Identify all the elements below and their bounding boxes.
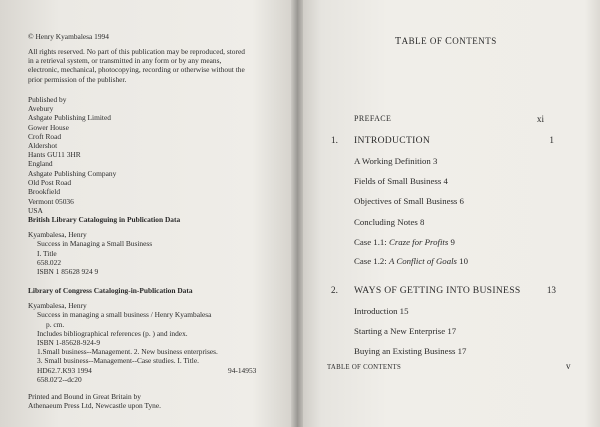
contents-content <box>297 0 600 427</box>
toc-section[interactable]: A Working Definition 3 <box>354 156 438 166</box>
printer-note: Printed and Bound in Great Britain by Athenaeum Press Ltd, Newcastle upon Tyne. <box>28 392 161 411</box>
page-number: v <box>566 361 571 371</box>
publisher-us: Ashgate Publishing Company Old Post Road Brookfield Vermont 05036 USA <box>28 169 117 215</box>
rights-statement: All rights reserved. No part of this publication may be reproduced, stored in a retrieval system, or transmitted in any form or by any means, electronic, mechanical, photocopying, recording or otherwise without the prior permission of the publisher. <box>28 47 245 84</box>
toc-entry-preface[interactable]: PREFACE xi <box>354 114 544 124</box>
toc-section[interactable]: Fields of Small Business 4 <box>354 176 448 186</box>
bl-cataloguing: British Library Cataloguing in Publication Data Kyambalesa, Henry Success in Managing a Small Business I. Title 658.022 ISBN 1 85628 924 9 <box>28 215 283 276</box>
toc-section[interactable]: Introduction 15 <box>354 306 409 316</box>
toc-case[interactable]: Case 1.1: Craze for Profits 9 <box>354 237 455 247</box>
toc-section[interactable]: Buying an Existing Business 17 <box>354 346 467 356</box>
bl-heading: British Library Cataloguing in Publication Data <box>28 215 181 224</box>
toc-case[interactable]: Case 1.2: A Conflict of Goals 10 <box>354 256 468 266</box>
loc-cataloging: Library of Congress Cataloging-in-Publication Data Kyambalesa, Henry Success in managing a small business / Henry Kyambalesa p. cm. Includes bibliographical references (p. ) and index. ISBN 1-85628-924-9 1.Small business--Management. 2. New business enterprises. 3. Small business--Management--Case studies. I. Title. HD62.7.K93 1994 94-14953 658.02'2--dc20 <box>28 286 283 384</box>
loc-heading: Library of Congress Cataloging-in-Publication Data <box>28 286 193 295</box>
contents-page <box>297 0 600 427</box>
copyright-page <box>0 0 297 427</box>
toc-chapter-1[interactable]: 1. INTRODUCTION 1 <box>331 135 554 146</box>
running-footer: TABLE OF CONTENTS <box>327 364 402 371</box>
publisher-uk: Published by Avebury Ashgate Publishing Limited Gower House Croft Road Aldershot Hants GU11 3HR England <box>28 95 111 169</box>
toc-heading: TABLE OF CONTENTS <box>395 36 497 47</box>
toc-section[interactable]: Concluding Notes 8 <box>354 217 425 227</box>
toc-section[interactable]: Starting a New Enterprise 17 <box>354 326 457 336</box>
book-gutter <box>291 0 303 427</box>
toc-chapter-2[interactable]: 2. WAYS OF GETTING INTO BUSINESS 13 <box>331 285 556 296</box>
copyright-notice: © Henry Kyambalesa 1994 <box>28 32 109 41</box>
loc-control-number: 94-14953 <box>228 365 257 375</box>
toc-section[interactable]: Objectives of Small Business 6 <box>354 196 464 206</box>
